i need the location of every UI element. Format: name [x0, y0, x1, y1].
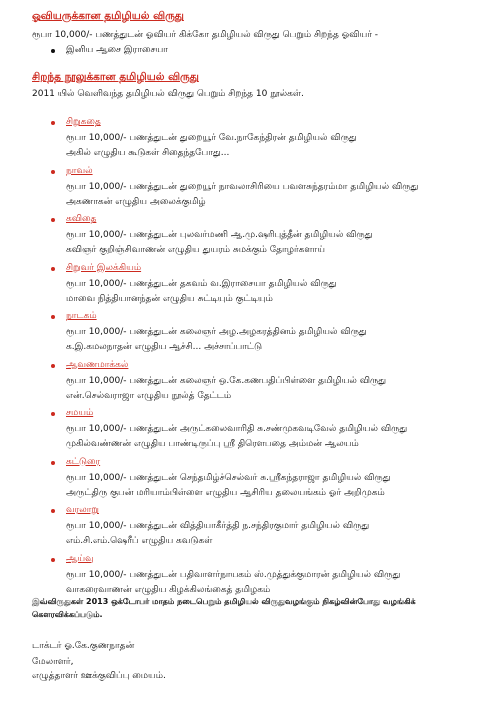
- book-awards-heading: சிறந்த நூலுக்கான தமிழியல் விருது: [32, 71, 199, 83]
- award-prize: ரூபா 10,000/- பணத்துடன் கலைஞர் ஒ.கே.கணபதிப்பிள்ளை தமிழியல் விருது: [66, 375, 387, 386]
- bullet-icon: [51, 121, 55, 125]
- bullet-icon: [51, 364, 55, 368]
- award-prize: ரூபா 10,000/- பணத்துடன் பதிவாளர்நாயகம் ஸ்.முத்துக்குமாரன் தமிழியல் விருது: [66, 569, 401, 580]
- award-category: நாடகம்: [66, 311, 97, 321]
- signature-name: டாக்டர் ஓ.கே.குணநாதன்: [32, 641, 135, 651]
- bullet-icon: [51, 170, 55, 174]
- ceremony-note: இவ்விருதுகள் 2013 ஒக்டோபர் மாதம் நடைபெறும் தமிழியல் விருதுவழங்கும் நிகழ்வின்போது வழங்கிக் கௌரவிக்கப்படும்.: [32, 597, 416, 619]
- painting-award-heading: ஓவியருக்கான தமிழியல் விருது: [32, 10, 184, 22]
- award-prize: ரூபா 10,000/- பணத்துடன் புலவர்மணி ஆ.மு.ஷரிபுத்தீன் தமிழியல் விருது: [66, 230, 373, 240]
- award-category: கவிதை: [66, 214, 97, 224]
- bullet-icon: [51, 267, 55, 271]
- painting-award-description: ரூபா 10,000/- பணத்துடன் ஓவியர் கிக்கோ தமிழியல் விருது பெறும் சிறந்த ஓவியர் -: [32, 30, 378, 40]
- award-category: கட்டுரை: [66, 456, 101, 467]
- award-book: என்.செல்வராஜா எழுதிய நூல்த் தேட்டம்: [66, 390, 232, 401]
- signature-organization: எழுத்தாளர் ஊக்குவிப்பு மையம்.: [32, 671, 166, 681]
- award-category: சிறுவர் இலக்கியம்: [66, 262, 142, 273]
- award-category: நாவல்: [66, 165, 93, 176]
- award-prize: ரூபா 10,000/- பணத்துடன் கலைஞர் அழ.அழகரத்தினம் தமிழியல் விருது: [66, 327, 367, 337]
- award-book: கவிஞர் குறிஞ்சிவாணன் எழுதிய துயரம் சுமக்கும் தோழர்களாய்: [66, 245, 325, 255]
- bullet-icon: [51, 49, 55, 53]
- award-category: சிறுகதை: [66, 117, 101, 127]
- bullet-icon: [51, 461, 55, 465]
- painting-award-winner: இனிய ஆசை இராசையா: [66, 45, 168, 55]
- award-category: ஆவணமாக்கல்: [66, 359, 129, 370]
- award-prize: ரூபா 10,000/- பணத்துடன் துறையூர் நாவலாசிரியை பவளசுந்தரம்மா தமிழியல் விருது: [66, 181, 419, 192]
- award-book: அகில் எழுதிய கூடுகள் சிதைந்தபோது...: [66, 148, 230, 158]
- award-prize: ரூபா 10,000/- பணத்துடன் அருட்கலைவாரிதி சு.சண்முகவடிவேல் தமிழியல் விருது: [66, 424, 408, 434]
- signature-role: மேலாளர்,: [32, 657, 74, 667]
- bullet-icon: [51, 218, 55, 222]
- book-awards-intro: 2011 யில் வெளிவந்த தமிழியல் விருது பெறும் சிறந்த 10 நூல்கள்.: [32, 89, 304, 99]
- award-book: எம்.சி.எம்.ஷெரீப் எழுதிய கவடுகள்: [66, 536, 213, 546]
- award-prize: ரூபா 10,000/- பணத்துடன் தகவம் வ.இராசையா தமிழியல் விருது: [66, 278, 337, 289]
- award-book: மாவை நித்தியானந்தன் எழுதிய சுட்டியும் குட்டியும்: [66, 293, 273, 304]
- award-prize: ரூபா 10,000/- பணத்துடன் வித்தியாகீர்த்தி ந.சந்திரகுமார் தமிழியல் விருது: [66, 521, 370, 531]
- award-book: அகணாகன் எழுதிய அலைக்குமிழ்: [66, 196, 206, 207]
- award-book: முகில்வண்ணன் எழுதிய பாண்டிருப்பு ஸ்ரீ திரௌபதை அம்மன் ஆலயம்: [66, 439, 359, 449]
- award-book: வாகரைவாணன் எழுதிய கிழக்கிலங்கைத் தமிழகம்: [66, 584, 271, 595]
- award-prize: ரூபா 10,000/- பணத்துடன் செந்தமிழ்ச்செல்வர் சு.ஸ்ரீகந்தராஜா தமிழியல் விருது: [66, 472, 391, 483]
- award-category: ஆய்வு: [66, 553, 94, 564]
- bullet-icon: [51, 315, 55, 319]
- award-book: அருட்திரு குபன் மரியாம்பிள்ளை எழுதிய ஆசிரிய தலையங்கம் ஓர் அறிமுகம்: [66, 487, 385, 498]
- bullet-icon: [51, 558, 55, 562]
- bullet-icon: [51, 509, 55, 513]
- bullet-icon: [51, 412, 55, 416]
- award-prize: ரூபா 10,000/- பணத்துடன் துறையூர் வே.நாகேந்திரன் தமிழியல் விருது: [66, 133, 357, 143]
- award-category: வரலாறு: [66, 505, 99, 515]
- award-book: க.இ.கமலநாதன் எழுதிய ஆச்சி... அச்சாப்பாட்டு: [66, 342, 263, 352]
- award-category: சமயம்: [66, 408, 94, 418]
